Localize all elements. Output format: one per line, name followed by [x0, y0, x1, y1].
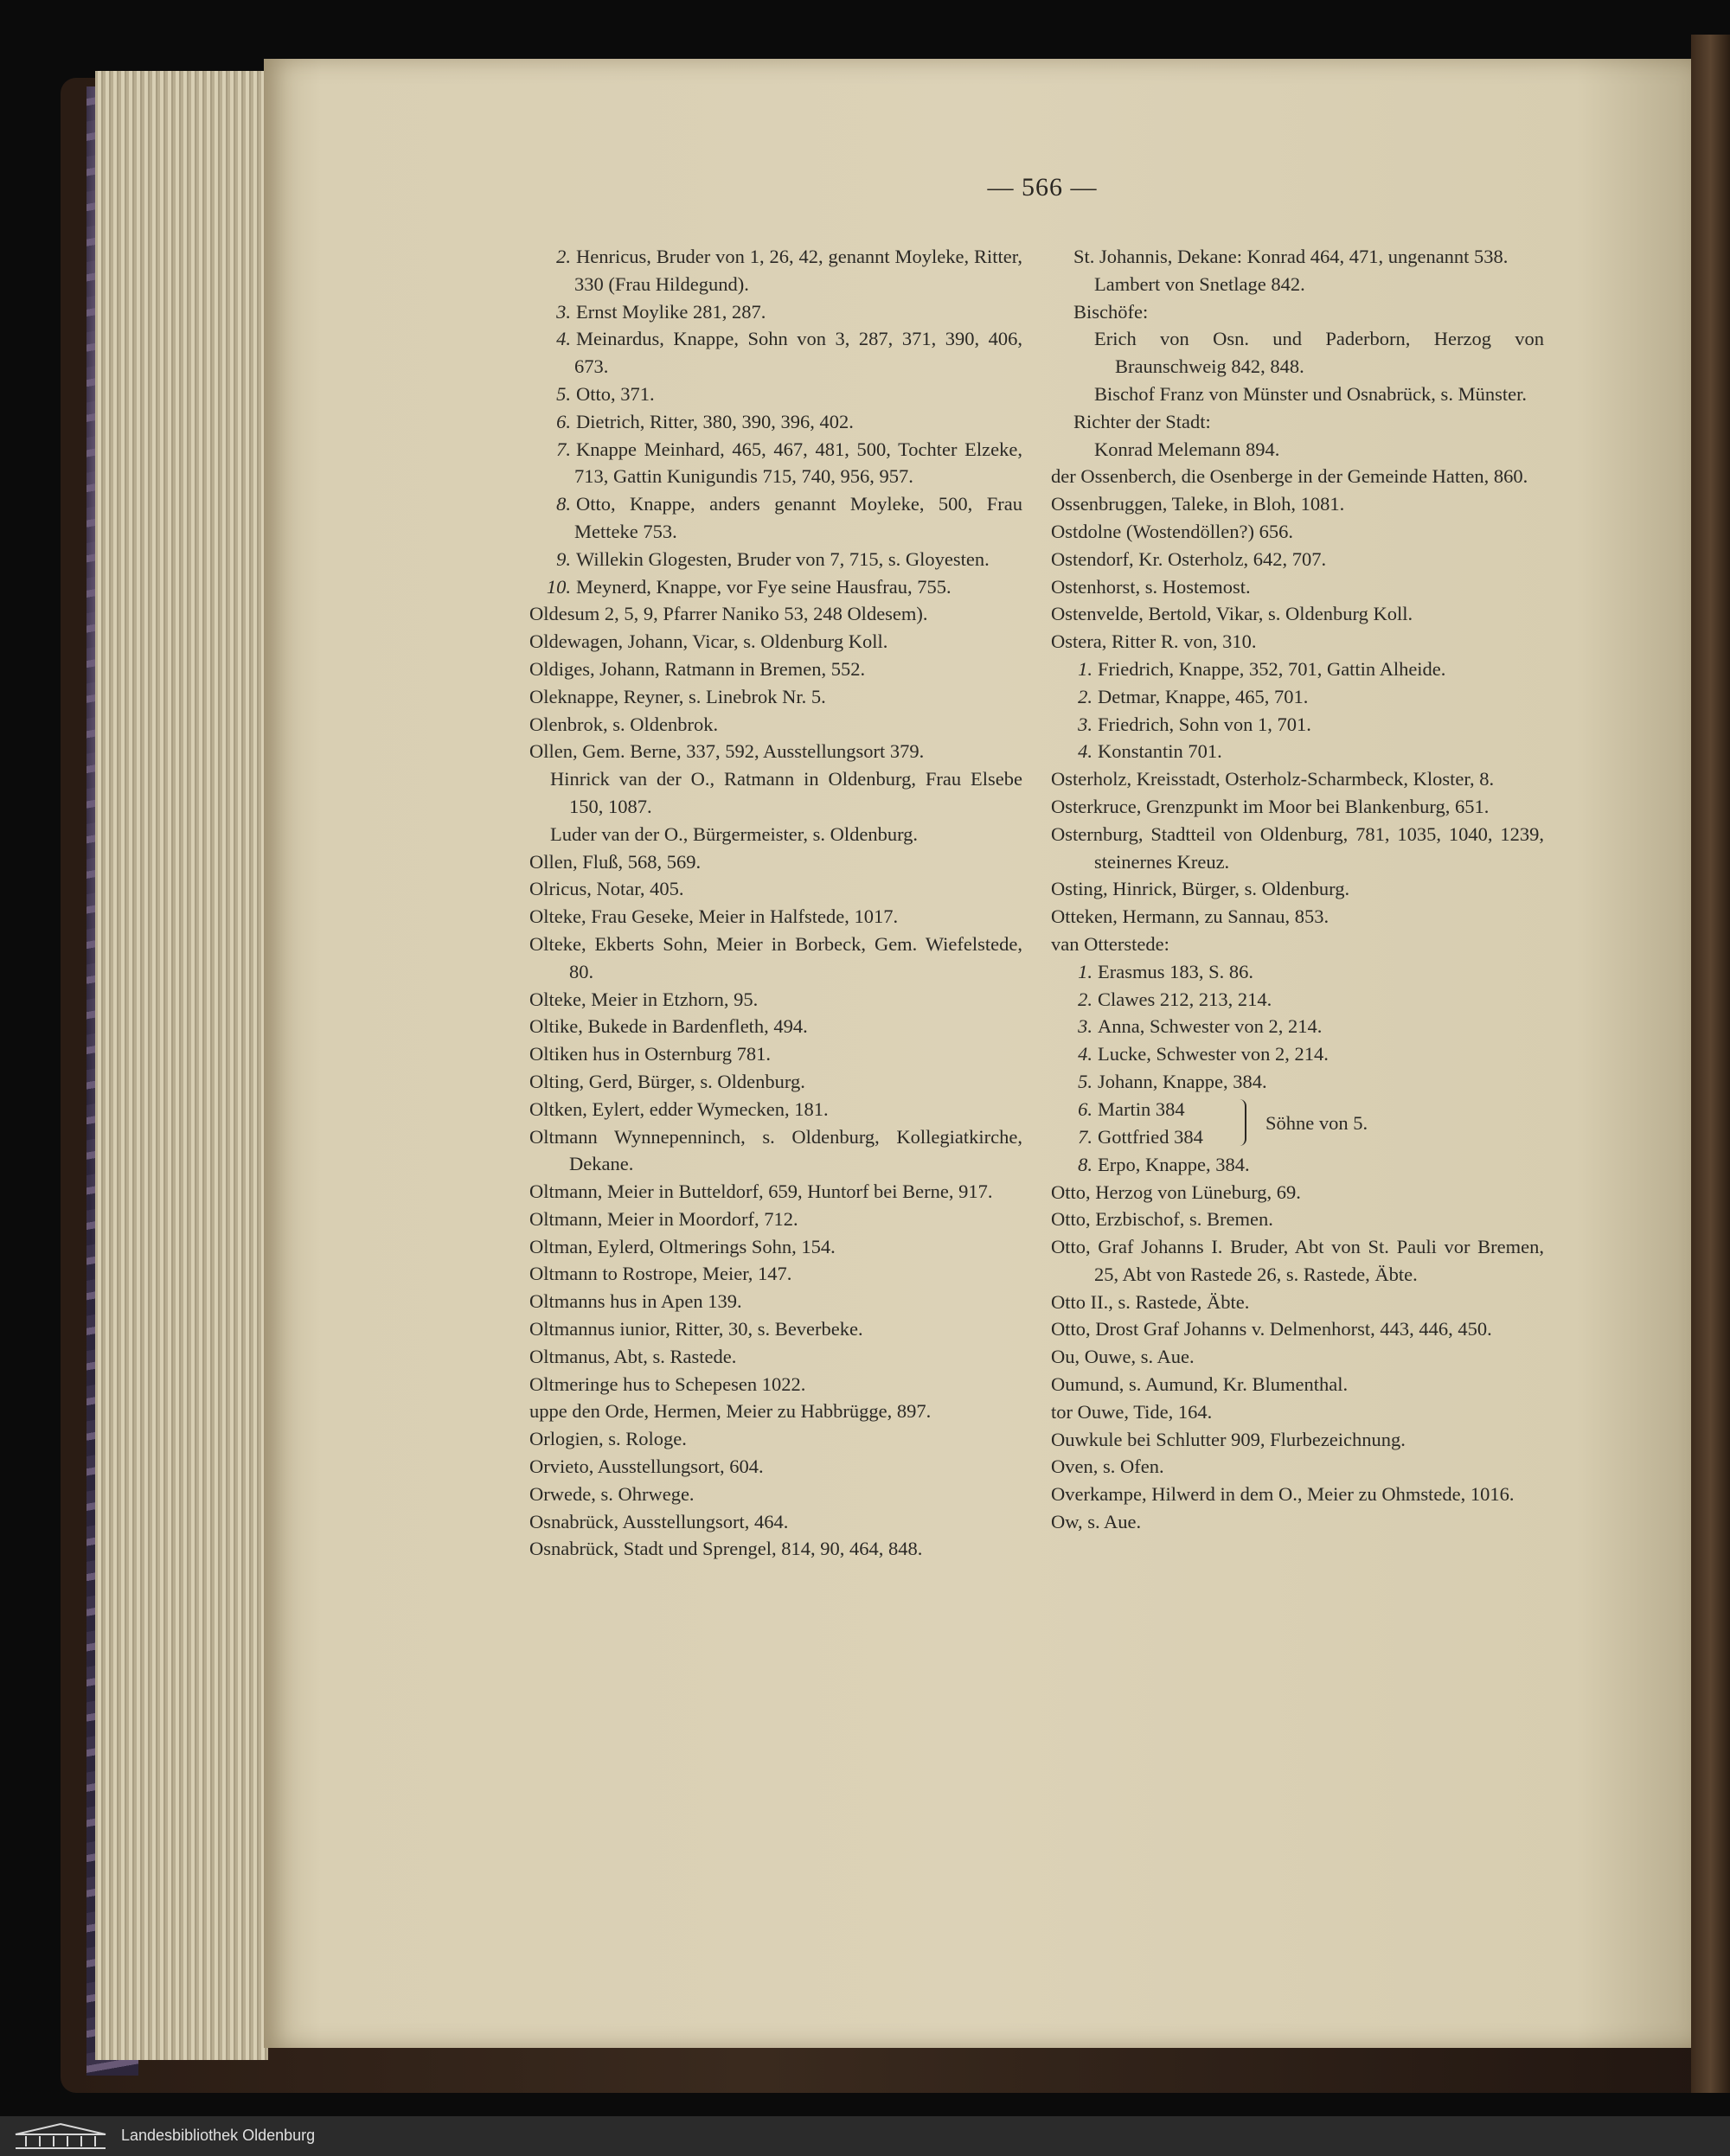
index-entry	[529, 1453, 1022, 1481]
entry-text: Otto, Erzbischof, s. Bremen.	[1051, 1208, 1273, 1231]
entry-number: 10.	[546, 575, 571, 598]
entry-number: 7.	[1078, 1125, 1092, 1148]
entry-text: Lucke, Schwester von 2, 214.	[1098, 1043, 1329, 1065]
index-entry	[529, 436, 1022, 491]
entry-text: Oumund, s. Aumund, Kr. Blumenthal.	[1051, 1373, 1349, 1396]
entry-text: Oltmann Wynnepenninch, s. Oldenburg, Kollegiatkirche, Dekane.	[529, 1125, 1022, 1175]
entry-number: 2.	[1078, 685, 1092, 707]
entry-number: 7.	[556, 438, 571, 460]
index-entry	[1051, 1233, 1544, 1289]
index-entry	[529, 1315, 1022, 1343]
index-entry	[529, 408, 1022, 436]
index-entry	[529, 325, 1022, 381]
entry-text: Bischof Franz von Münster und Osnabrück, s. Münster.	[1094, 382, 1527, 405]
index-entry	[529, 600, 1022, 628]
index-entry	[1051, 1371, 1544, 1398]
index-entry	[529, 903, 1022, 931]
entry-number: 3.	[1078, 713, 1092, 735]
entry-text: Oltike, Bukede in Bardenfleth, 494.	[529, 1015, 808, 1038]
index-entry	[1051, 298, 1544, 326]
book-binding	[1691, 35, 1730, 2093]
entry-text: Meynerd, Knappe, vor Fye seine Hausfrau, 755.	[576, 575, 952, 598]
index-entry	[529, 573, 1022, 601]
index-entry	[1051, 738, 1544, 765]
entry-number: 5.	[1078, 1070, 1092, 1092]
entry-text: Oltman, Eylerd, Oltmerings Sohn, 154.	[529, 1235, 836, 1257]
index-entry	[1051, 1096, 1203, 1123]
curly-brace-icon	[1236, 1099, 1246, 1146]
entry-text: Oleknappe, Reyner, s. Linebrok Nr. 5.	[529, 685, 826, 707]
entry-text: Oltmannus iunior, Ritter, 30, s. Beverbeke.	[529, 1318, 863, 1340]
entry-text: Osterholz, Kreisstadt, Osterholz-Scharmbeck, Kloster, 8.	[1051, 768, 1495, 790]
entry-number: 9.	[556, 547, 571, 570]
index-entry	[1051, 408, 1544, 436]
entry-text: Knappe Meinhard, 465, 467, 481, 500, Tochter Elzeke, 713, Gattin Kunigundis 715, 740, 956, 957.	[574, 438, 1022, 488]
entry-text: Oltken, Eylert, edder Wymecken, 181.	[529, 1097, 829, 1120]
entry-text: Clawes 212, 213, 214.	[1098, 988, 1272, 1010]
index-entry	[1051, 903, 1544, 931]
index-entry	[529, 490, 1022, 546]
index-entry	[529, 1013, 1022, 1040]
entry-text: Oven, s. Ofen.	[1051, 1455, 1164, 1478]
entry-number: 4.	[1078, 1043, 1092, 1065]
entry-number: 8.	[1078, 1153, 1092, 1175]
index-entry	[1051, 325, 1544, 381]
entry-text: Ou, Ouwe, s. Aue.	[1051, 1346, 1195, 1368]
index-entry	[529, 931, 1022, 986]
index-entry	[529, 1068, 1022, 1096]
index-column-right-bottom	[1051, 1151, 1544, 1536]
entry-number: 6.	[1078, 1097, 1092, 1120]
index-entry	[1051, 793, 1544, 821]
index-entry	[1051, 711, 1544, 739]
entry-text: Dietrich, Ritter, 380, 390, 396, 402.	[576, 410, 854, 432]
index-entry	[529, 683, 1022, 711]
entry-text: Olricus, Notar, 405.	[529, 878, 684, 900]
entry-number: 3.	[556, 300, 571, 323]
entry-text: Oltmanns hus in Apen 139.	[529, 1290, 742, 1313]
entry-text: Luder van der O., Bürgermeister, s. Oldenburg.	[550, 822, 919, 845]
index-entry	[1051, 1289, 1544, 1316]
entry-text: Overkampe, Hilwerd in dem O., Meier zu Ohmstede, 1016.	[1051, 1483, 1515, 1506]
entry-text: Meinardus, Knappe, Sohn von 3, 287, 371, 390, 406, 673.	[574, 328, 1022, 378]
entry-text: Lambert von Snetlage 842.	[1094, 272, 1305, 295]
index-entry	[1051, 656, 1544, 683]
entry-text: Otto, Herzog von Lüneburg, 69.	[1051, 1180, 1301, 1203]
page-number: — 566 —	[987, 173, 1098, 202]
index-entry	[1051, 1426, 1544, 1454]
entry-text: Osnabrück, Ausstellungsort, 464.	[529, 1510, 789, 1532]
entry-text: Ossenbruggen, Taleke, in Bloh, 1081.	[1051, 493, 1345, 515]
index-entry	[529, 1535, 1022, 1563]
entry-number: 1.	[1078, 960, 1092, 982]
entry-text: Henricus, Bruder von 1, 26, 42, genannt Moyleke, Ritter, 330 (Frau Hildegund).	[574, 246, 1022, 295]
entry-text: Anna, Schwester von 2, 214.	[1098, 1015, 1323, 1038]
entry-text: Oldiges, Johann, Ratmann in Bremen, 552.	[529, 657, 866, 680]
brace-label: Söhne von 5.	[1265, 1111, 1368, 1134]
entry-text: Oltmann, Meier in Moordorf, 712.	[529, 1207, 798, 1230]
index-entry	[1051, 628, 1544, 656]
index-entry	[529, 1288, 1022, 1315]
entry-text: Erpo, Knappe, 384.	[1098, 1153, 1250, 1175]
entry-text: Gottfried 384	[1098, 1125, 1203, 1148]
index-entry	[529, 875, 1022, 903]
index-entry	[1051, 600, 1544, 628]
entry-text: Konrad Melemann 894.	[1094, 438, 1280, 460]
entry-text: Bischöfe:	[1073, 300, 1149, 323]
index-entry	[1051, 1151, 1544, 1179]
index-entry	[529, 1096, 1022, 1123]
entry-text: Ernst Moylike 281, 287.	[576, 300, 766, 323]
index-entry	[529, 381, 1022, 408]
brace-lines	[1051, 1096, 1203, 1151]
index-entry	[1051, 821, 1544, 876]
index-entry	[529, 1040, 1022, 1068]
entry-text: Olteke, Frau Geseke, Meier in Halfstede, 1017.	[529, 905, 899, 928]
index-entry	[529, 298, 1022, 326]
index-entry	[1051, 1398, 1544, 1426]
index-entry	[529, 546, 1022, 573]
entry-text: Oltmann to Rostrope, Meier, 147.	[529, 1263, 792, 1285]
page-edges	[95, 71, 268, 2060]
index-entry	[1051, 381, 1544, 408]
index-entry	[529, 1425, 1022, 1453]
index-entry	[529, 1233, 1022, 1261]
entry-text: Erich von Osn. und Paderborn, Herzog von Braunschweig 842, 848.	[1094, 328, 1544, 378]
index-entry	[529, 656, 1022, 683]
entry-text: Johann, Knappe, 384.	[1098, 1070, 1267, 1092]
index-entry	[529, 243, 1022, 298]
entry-text: Ollen, Fluß, 568, 569.	[529, 850, 702, 873]
index-entry	[1051, 490, 1544, 518]
entry-text: Ostera, Ritter R. von, 310.	[1051, 630, 1257, 653]
entry-text: Olting, Gerd, Bürger, s. Oldenburg.	[529, 1070, 805, 1092]
entry-text: Oltmann, Meier in Butteldorf, 659, Huntorf bei Berne, 917.	[529, 1180, 993, 1203]
brace-group	[1051, 1096, 1544, 1151]
index-entry	[529, 848, 1022, 876]
index-column-left	[529, 243, 1022, 1563]
entry-text: Otto, Graf Johanns I. Bruder, Abt von St. Pauli vor Bremen, 25, Abt von Rastede 26, s. Rastede, Äbte.	[1051, 1236, 1544, 1285]
index-entry	[529, 1398, 1022, 1425]
index-entry	[1051, 1315, 1544, 1343]
entry-text: Osternburg, Stadtteil von Oldenburg, 781, 1035, 1040, 1239, steinernes Kreuz.	[1051, 822, 1544, 873]
index-entry	[1051, 958, 1544, 986]
index-entry	[1051, 931, 1544, 958]
entry-number: 8.	[556, 493, 571, 515]
entry-text: Oldewagen, Johann, Vicar, s. Oldenburg Koll.	[529, 630, 888, 653]
index-entry	[1051, 1481, 1544, 1508]
entry-text: uppe den Orde, Hermen, Meier zu Habbrügge, 897.	[529, 1400, 932, 1423]
entry-text: Otto, Knappe, anders genannt Moyleke, 500, Frau Metteke 753.	[574, 493, 1022, 542]
entry-text: Ostenhorst, s. Hostemost.	[1051, 575, 1251, 598]
index-entry	[1051, 1123, 1203, 1151]
entry-text: Olteke, Ekberts Sohn, Meier in Borbeck, Gem. Wiefelstede, 80.	[529, 932, 1022, 982]
entry-number: 3.	[1078, 1015, 1092, 1038]
index-column-right	[1051, 243, 1544, 1536]
index-entry	[1051, 573, 1544, 601]
entry-text: Ow, s. Aue.	[1051, 1511, 1142, 1533]
index-entry	[1051, 1206, 1544, 1233]
entry-text: Osting, Hinrick, Bürger, s. Oldenburg.	[1051, 878, 1350, 900]
entry-text: Friedrich, Knappe, 352, 701, Gattin Alheide.	[1098, 657, 1446, 680]
index-entry	[529, 986, 1022, 1014]
entry-text: tor Ouwe, Tide, 164.	[1051, 1400, 1213, 1423]
index-entry	[1051, 1013, 1544, 1040]
index-entry	[1051, 683, 1544, 711]
index-entry	[529, 1178, 1022, 1206]
index-entry	[1051, 1179, 1544, 1206]
index-column-right-top	[1051, 243, 1544, 1096]
index-entry	[529, 1371, 1022, 1398]
entry-text: Ollen, Gem. Berne, 337, 592, Ausstellungsort 379.	[529, 740, 925, 763]
index-entry	[1051, 436, 1544, 464]
index-entry	[1051, 243, 1544, 271]
index-entry	[1051, 463, 1544, 490]
entry-text: Oltmanus, Abt, s. Rastede.	[529, 1345, 737, 1367]
index-entry	[1051, 765, 1544, 793]
index-entry	[1051, 875, 1544, 903]
entry-text: Olteke, Meier in Etzhorn, 95.	[529, 988, 759, 1010]
index-entry	[529, 1123, 1022, 1179]
entry-text: Willekin Glogesten, Bruder von 7, 715, s. Gloyesten.	[576, 547, 990, 570]
entry-text: Ouwkule bei Schlutter 909, Flurbezeichnung.	[1051, 1428, 1406, 1450]
entry-text: Detmar, Knappe, 465, 701.	[1098, 685, 1309, 707]
footer-bar	[0, 2116, 1730, 2156]
index-entry	[529, 711, 1022, 739]
entry-text: Oldesum 2, 5, 9, Pfarrer Naniko 53, 248 Oldesem).	[529, 603, 928, 625]
index-entry	[1051, 546, 1544, 573]
entry-text: Erasmus 183, S. 86.	[1098, 960, 1253, 982]
entry-number: 4.	[1078, 740, 1092, 763]
index-entry	[1051, 1508, 1544, 1536]
index-entry	[1051, 1453, 1544, 1481]
entry-text: der Ossenberch, die Osenberge in der Gemeinde Hatten, 860.	[1051, 465, 1528, 488]
entry-text: Otto II., s. Rastede, Äbte.	[1051, 1290, 1250, 1313]
entry-text: Oltmeringe hus to Schepesen 1022.	[529, 1372, 806, 1395]
entry-text: Orvieto, Ausstellungsort, 604.	[529, 1455, 764, 1478]
entry-number: 5.	[556, 382, 571, 405]
index-entry	[1051, 1040, 1544, 1068]
entry-text: Otteken, Hermann, zu Sannau, 853.	[1051, 905, 1330, 928]
entry-number: 2.	[1078, 988, 1092, 1010]
entry-text: Hinrick van der O., Ratmann in Oldenburg, Frau Elsebe 150, 1087.	[550, 768, 1022, 817]
entry-number: 2.	[556, 246, 571, 267]
entry-number: 6.	[556, 410, 571, 432]
index-entry	[529, 821, 1022, 848]
entry-number: 1.	[1078, 657, 1092, 680]
entry-text: Osterkruce, Grenzpunkt im Moor bei Blankenburg, 651.	[1051, 795, 1490, 817]
entry-text: Orwede, s. Ohrwege.	[529, 1482, 695, 1505]
index-entry	[1051, 518, 1544, 546]
entry-number: 4.	[556, 328, 571, 350]
index-entry	[529, 1260, 1022, 1288]
entry-text: van Otterstede:	[1051, 932, 1169, 955]
entry-text: Richter der Stadt:	[1073, 410, 1211, 432]
index-entry	[529, 1206, 1022, 1233]
entry-text: Oltiken hus in Osternburg 781.	[529, 1043, 771, 1065]
entry-text: Konstantin 701.	[1098, 740, 1222, 763]
index-entry	[1051, 1343, 1544, 1371]
entry-text: Orlogien, s. Rologe.	[529, 1428, 687, 1450]
entry-text: Osnabrück, Stadt und Sprengel, 814, 90, 464, 848.	[529, 1538, 923, 1560]
entry-text: Friedrich, Sohn von 1, 701.	[1098, 713, 1311, 735]
entry-text: Ostdolne (Wostendöllen?) 656.	[1051, 520, 1294, 542]
entry-text: Martin 384	[1098, 1097, 1185, 1120]
index-entry	[529, 1481, 1022, 1508]
index-entry	[1051, 271, 1544, 298]
index-entry	[1051, 1068, 1544, 1096]
entry-text: Otto, 371.	[576, 382, 655, 405]
index-entry	[529, 738, 1022, 765]
entry-text: Ostendorf, Kr. Osterholz, 642, 707.	[1051, 547, 1327, 570]
index-entry	[529, 628, 1022, 656]
index-entry	[529, 1508, 1022, 1536]
library-logo-icon	[9, 2121, 112, 2152]
index-entry	[529, 765, 1022, 821]
entry-text: St. Johannis, Dekane: Konrad 464, 471, ungenannt 538.	[1073, 246, 1509, 267]
index-entry	[1051, 986, 1544, 1014]
entry-text: Olenbrok, s. Oldenbrok.	[529, 713, 719, 735]
footer-label: Landesbibliothek Oldenburg	[121, 2127, 316, 2144]
index-entry	[529, 1343, 1022, 1371]
entry-text: Ostenvelde, Bertold, Vikar, s. Oldenburg Koll.	[1051, 603, 1413, 625]
entry-text: Otto, Drost Graf Johanns v. Delmenhorst, 443, 446, 450.	[1051, 1318, 1492, 1340]
